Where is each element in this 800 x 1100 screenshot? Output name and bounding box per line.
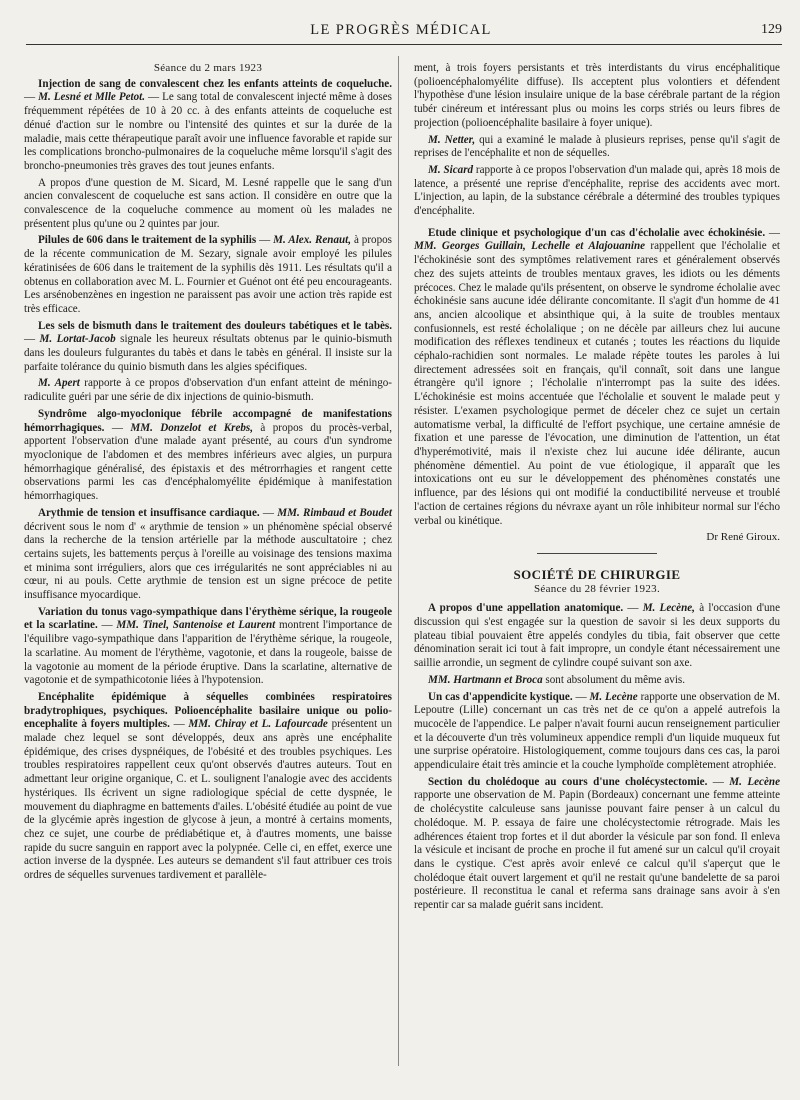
society-heading: SOCIÉTÉ DE CHIRURGIE	[513, 566, 681, 582]
article-paragraph	[24, 320, 392, 375]
column-divider	[398, 56, 399, 1066]
article-body: rapporte à ce propos d'observation d'un enfant atteint de méningo-radiculite guéri par une série de dix injections de quinio-bismuth.	[24, 377, 392, 404]
article-title: A propos d'une appellation anatomique.	[428, 602, 624, 615]
separator: —	[572, 690, 590, 703]
separator: —	[765, 226, 780, 239]
article-body: décrivent sous le nom d' « arythmie de tension » un phénomène spécial observé dans la recherche de la tension artérielle par la méthode auscultatoire ; chez certains sujets, les battements perçus à l'oreille au voisinage des tensions maxima et minima sont irréguliers, alors que ces irrégularités ne sont appréciables ni au cœur, ni au pouls. Cette arythmie de tension est un signe précoce de petite insuffisance myocardique.	[24, 520, 392, 602]
article-authors: M. Lecène,	[642, 602, 695, 615]
article-body: présentent un malade chez lequel se sont développés, deux ans après une encéphalite épidémique, des crises dyspnéiques, de l'obésité et des troubles psychiques. Les troubles respiratoires rappellent ceux qu'ont observés d'autres auteurs. Tout en admettant leur origine organique, C. et L. soulignent l'analogie avec des accidents hystériques. Ils écrivent un signe radiologique spécial de cette dyspnée, le mouvement du diaphragme en battements d'ailes. L'obésité étudiée au point de vue de la glycémie après ingestion de glycose à jeun, a montré à certains moments, chez ce sujet, une courbe de prédiabétique et, à d'autres moments, une baisse rapide du sucre sanguin en rapport avec la polypnée. Celle ci, en effet, exerce une action inverse de la dyspnée. Les auteurs se demandent s'il faut attribuer ces trois ordres de séquelles survenues tardivement et parallèle-	[24, 718, 393, 882]
separator: —	[104, 421, 131, 434]
article-body: rapporte à ce propos l'observation d'un malade qui, après 18 mois de latence, a présenté une reprise d'encéphalite, reprise des accidents avec mort. L'injection, au lapin, de la substance cérébrale a déterminé des troubles typiques d'encéphalite.	[414, 163, 780, 218]
article-paragraph	[24, 78, 392, 174]
separator: —	[169, 718, 189, 731]
article-paragraph	[24, 507, 392, 603]
article-title: Un cas d'appendicite kystique.	[428, 690, 573, 703]
article-paragraph	[414, 602, 780, 671]
article-title: Syndrôme algo-myoclonique fébrile accompagné de manifestations hémorrhagiques.	[24, 407, 392, 434]
session-date: Séance du 2 mars 1923	[153, 62, 263, 74]
article-title: Section du cholédoque au cours d'une cholécystectomie.	[428, 775, 708, 788]
session-date: Séance du 28 février 1923.	[533, 582, 660, 595]
separator: —	[707, 775, 730, 788]
article-paragraph	[24, 234, 392, 316]
article-title: Encéphalite épidémique à séquelles combinées respiratoires bradytrophiques, psychiques. Polioencéphalite basilaire unique ou polio-encephalite à foyers multiples.	[24, 690, 392, 731]
article-body: rapporte une observation de M. Lepoutre (Lille) concernant un cas très net de ce qu'on a appelé autrefois la mucocèle de l'appendice. Le palper n'avait fourni aucun renseignement particulier et la découverte d'un très volumineux appendice rempli d'un liquide muqueux fut une surprise opératoire. Histologiquement, comme toujours dans ces cas, la paroi appendiculaire était très amincie et la couche lymphoïde complètement atrophiée.	[414, 690, 781, 772]
separator: —	[256, 234, 274, 247]
article-paragraph	[414, 674, 780, 688]
article-body: rapporte une observation de M. Papin (Bordeaux) concernant une femme atteinte de cholécystite calculeuse sans jaunisse pouvant faire penser à un calcul du cholédoque. M. P. essaya de faire une cholécystectomie rétrograde. Mais les adhérences étaient trop fortes et il dut aborder la vésicule par son fond. Il enleva la vésicule et incisant de proche en proche il fut amené sur un calcul qu'il croyait dans le cystique. C'est après avoir enlevé ce calcul qu'il s'aperçut que le cholédoque était ouvert largement et qu'il ne restait qu'une bandelette de sa paroi postérieure. Il reconstitua le canal et referma sans drainage sans avoir à s'en repentir car sa malade guérit sans incident.	[414, 789, 780, 912]
article-paragraph: ment, à trois foyers persistants et très interdistants du virus encéphalitique (polioencéphalomyélite diffuse). Ils acceptent plus volontiers et défendent l'hypothèse d'une lésion insulaire unique de la base cérébrale partant de la région tubér cinéreum et intéressant plus ou moins les corps striés ou leurs fibres de projection (polioencéphalite basilaire à foyer unique).	[414, 62, 780, 129]
article-paragraph	[24, 606, 392, 688]
article-body: signale les heureux résultats obtenus par le quinio-bismuth dans les douleurs fulgurantes du tabès et dans le tabès en général. Il insiste sur la parfaite tolérance du quinio bismuth dans les algies spécifiques.	[24, 333, 392, 373]
article-title: Injection de sang de convalescent chez les enfants atteints de coqueluche.	[38, 77, 392, 90]
article-body: qui a examiné le malade à plusieurs reprises, pense qu'il s'agit de reprises de l'encéphalite et non de séquelles.	[414, 133, 780, 160]
article-body: rappellent que l'écholalie et l'échokinésie sont des symptômes relativement rares et généralement observés chez des sujets atteints de troubles mentaux graves, les idiots ou les déments précoces. Chez le malade qu'ils présentent, on observe le syndrome écholalie avec échokinésie sans aucune idée délirante concomitante. Il s'agit d'un homme de 41 ans, ancien alcoolique et absinthique qui, à la suite de troubles mentaux confusionnels, est resté écholalique ; on ne décèle par ailleurs chez lui aucune modification des réflexes tendineux et cutanés ; toutes les réactions du liquide céphalo-rachidien sont normales. Le malade répète toutes les paroles à lui directement adressées soit en français, qu'il connaît, soit dans une langue étrangère qu'il ignore ; l'écholalie n'interrompt pas la suite des idées. L'échokinésie est moins accentuée que l'écholalie et souvent le malade peut y résister. L'examen psychologique permet de déceler chez ce sujet un certain automatisme verbal, la difficulté de l'effort psychique, une certaine amnésie de fixation et une paresse de l'évocation, une diminution de l'attention, un état d'hyperémotivité, mais il n'existe chez lui aucune idée délirante, aucun phénomène démentiel. Au point de vue étiologique, il apparaît que les intoxications ont eu sur le développement des phénomènes constatés une influence, par des lésions qui ont modifié la conductibilité nerveuse et troublé l'action de certaines régions du névraxe ayant un rôle inhibiteur normal sur l'écho verbal ou kinétique.	[414, 240, 781, 527]
article-paragraph	[414, 134, 780, 161]
right-column	[414, 62, 780, 916]
page-number: 129	[761, 22, 782, 37]
article-paragraph	[24, 408, 392, 504]
article-title: Arythmie de tension et insuffisance cardiaque.	[38, 506, 260, 519]
separator: —	[24, 91, 39, 104]
article-paragraph	[414, 691, 780, 773]
left-column	[24, 62, 392, 886]
article-authors: M. Lesné et Mlle Petot.	[38, 91, 146, 104]
article-paragraph: A propos d'une question de M. Sicard, M. Lesné rappelle que le sang d'un ancien convalescent de coqueluche est sans action. Il considère en outre que la convalescence de la coqueluche commence au moment où les malades ne présentent plus qu'une ou 2 quintes par jour.	[24, 176, 392, 230]
article-paragraph	[24, 377, 392, 404]
section-rule	[537, 553, 657, 554]
article-authors: M. Lortat-Jacob	[39, 333, 116, 346]
article-authors: M. Lecène	[589, 690, 638, 703]
article-authors: MM. Tinel, Santenoise et Laurent	[116, 619, 276, 632]
article-body: sont absolument du même avis.	[542, 673, 686, 686]
article-body: à propos du procès-verbal, apportent l'observation d'une malade ayant présenté, au cours d'un syndrome myoclonique de l'abdomen et des membres inférieurs avec algies, un purpura hémorrhagique généralisé, des épistaxis et des métrorrhagies et rangent cette observations parmi les cas d'encéphalomyélite épidémique à manifestation hémorrhagiques.	[24, 421, 393, 503]
article-authors: M. Alex. Renaut,	[273, 234, 352, 247]
article-authors: M. Apert	[38, 377, 80, 390]
article-authors: MM. Hartmann et Broca	[428, 673, 543, 686]
article-title: Pilules de 606 dans le traitement de la syphilis	[38, 234, 257, 247]
article-title: Variation du tonus vago-sympathique dans l'érythème sérique, la rougeole et la scarlatine.	[24, 605, 392, 632]
article-paragraph	[414, 227, 780, 528]
article-authors: M. Sicard	[428, 163, 474, 176]
separator: —	[24, 333, 40, 346]
article-authors: M. Netter,	[428, 133, 476, 146]
separator: —	[623, 602, 643, 615]
article-authors: M. Lecène	[729, 775, 780, 788]
article-body: — Le sang total de convalescent injecté même à doses fréquemment répétées de 10 à 20 cc. à des enfants atteints de coqueluche est dénué d'action sur le nombre ou l'intensité des quintes et sur la durée de la maladie, mais cette thérapeutique paraît avoir une influence favorable et rapide sur les complications broncho-pulmonaires de la coqueluche même lorsqu'il s'agit des broncho-pneumonies très graves des tout jeunes enfants.	[24, 91, 392, 172]
article-authors: MM. Rimbaud et Boudet	[277, 506, 392, 519]
article-body: à propos de la récente communication de M. Sezary, signale avoir employé les pilules kératinisées de 606 dans le traitement de la syphilis dès 1911. Les résultats qu'il a obtenus en collaboration avec M. L. Fournier et Guénot ont été peu encourageants. Les arsénobenzènes en ingestion ne paraissent pas avoir une action très rapide est très efficace.	[24, 234, 392, 315]
journal-title: LE PROGRÈS MÉDICAL	[310, 22, 492, 38]
separator: —	[259, 506, 278, 519]
article-body: à l'occasion d'une discussion qui s'est engagée sur la question de savoir si les deux supports du plateau tibial pouvaient être appelés condyles du tibia, fait observer que cette dénomination serait ici tout à fait impropre, un condyle étant nécessairement une saillie arrondie, un segment de cylindre coupé suivant son axe.	[414, 602, 781, 670]
running-head	[20, 22, 782, 42]
header-rule	[26, 44, 782, 45]
signature: Dr René Giroux.	[706, 531, 780, 544]
article-paragraph	[24, 691, 392, 883]
article-body: montrent l'importance de l'équilibre vago-sympathique dans l'apparition de l'érythème sérique, la rougeole, la scarlatine. Au moment de l'érythème, vagotonie, et dans la rougeole, baisse de la vagotonie au moment de la période éruptive. Dans la scarlatine, alternative de vagotonie et de sympathicotonie liées à l'hypotension.	[24, 619, 392, 687]
article-title: Les sels de bismuth dans le traitement des douleurs tabétiques et le tabès.	[38, 319, 392, 332]
article-paragraph	[414, 164, 780, 219]
article-authors: MM. Donzelot et Krebs,	[130, 421, 254, 434]
article-paragraph	[414, 776, 780, 913]
separator: —	[97, 619, 117, 632]
article-authors: MM. Georges Guillain, Lechelle et Alajouanine	[414, 240, 646, 253]
article-title: Etude clinique et psychologique d'un cas d'écholalie avec échokinésie.	[428, 226, 766, 239]
article-authors: MM. Chiray et L. Lafourcade	[188, 718, 328, 731]
